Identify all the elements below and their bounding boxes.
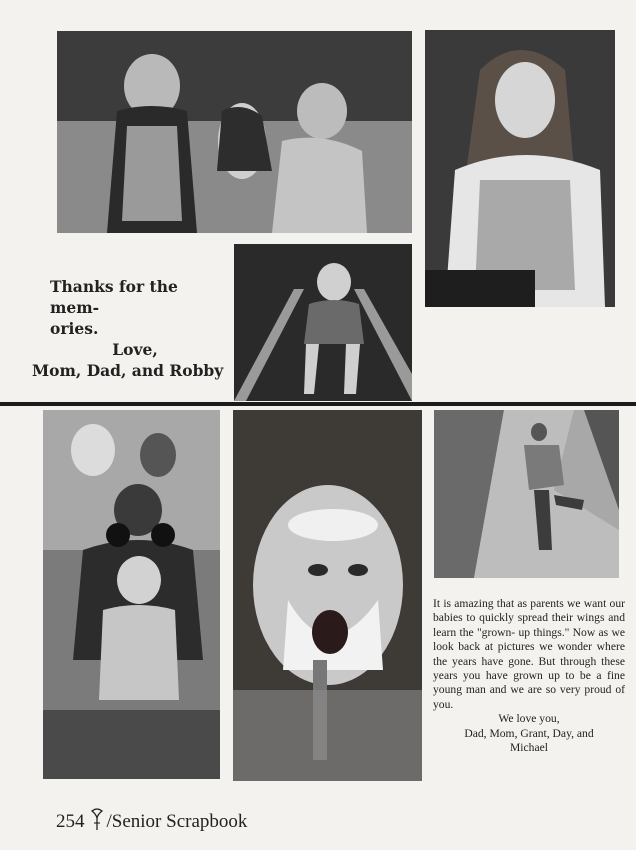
page-footer bbox=[56, 808, 247, 836]
message-paragraph bbox=[433, 597, 625, 712]
page-number: 254 bbox=[56, 811, 85, 832]
message-line: young man and we are so very bbox=[433, 683, 585, 697]
photo-girl-on-track bbox=[234, 244, 412, 401]
yearbook-logo-icon bbox=[89, 808, 105, 832]
photo-rock-climber bbox=[434, 410, 619, 578]
section-title: /Senior Scrapbook bbox=[106, 811, 248, 832]
message-line: want our babies to quickly spread bbox=[433, 597, 626, 625]
message-line: up things." Now as we look back at bbox=[433, 625, 625, 654]
caption-line: Love, bbox=[112, 340, 158, 359]
photo-teen-portrait bbox=[425, 30, 615, 307]
photo-kids-with-dog bbox=[57, 31, 412, 233]
parents-message bbox=[433, 597, 625, 755]
caption-line: ories. bbox=[50, 319, 99, 338]
caption-line: Mom, Dad, and Robby bbox=[32, 361, 224, 380]
thanks-caption bbox=[30, 276, 230, 381]
signature-line: Michael bbox=[510, 741, 548, 755]
signature-line: We love you, bbox=[498, 712, 560, 726]
message-line: have gone. But through these years bbox=[433, 654, 625, 683]
message-line: you have grown up to be a fine bbox=[462, 669, 625, 683]
message-line: It is amazing that as parents we bbox=[433, 597, 584, 610]
section-divider bbox=[0, 402, 636, 406]
message-line: their wings and learn the "grown- bbox=[433, 611, 625, 639]
caption-line: Thanks for the mem- bbox=[50, 277, 178, 317]
message-line: pictures we wonder where the years bbox=[433, 640, 625, 668]
photo-father-and-baby bbox=[43, 410, 220, 779]
signature-line: Dad, Mom, Grant, Day, and bbox=[464, 726, 594, 740]
message-line: proud of you. bbox=[433, 683, 625, 711]
photo-toddler-shaving bbox=[233, 410, 422, 781]
